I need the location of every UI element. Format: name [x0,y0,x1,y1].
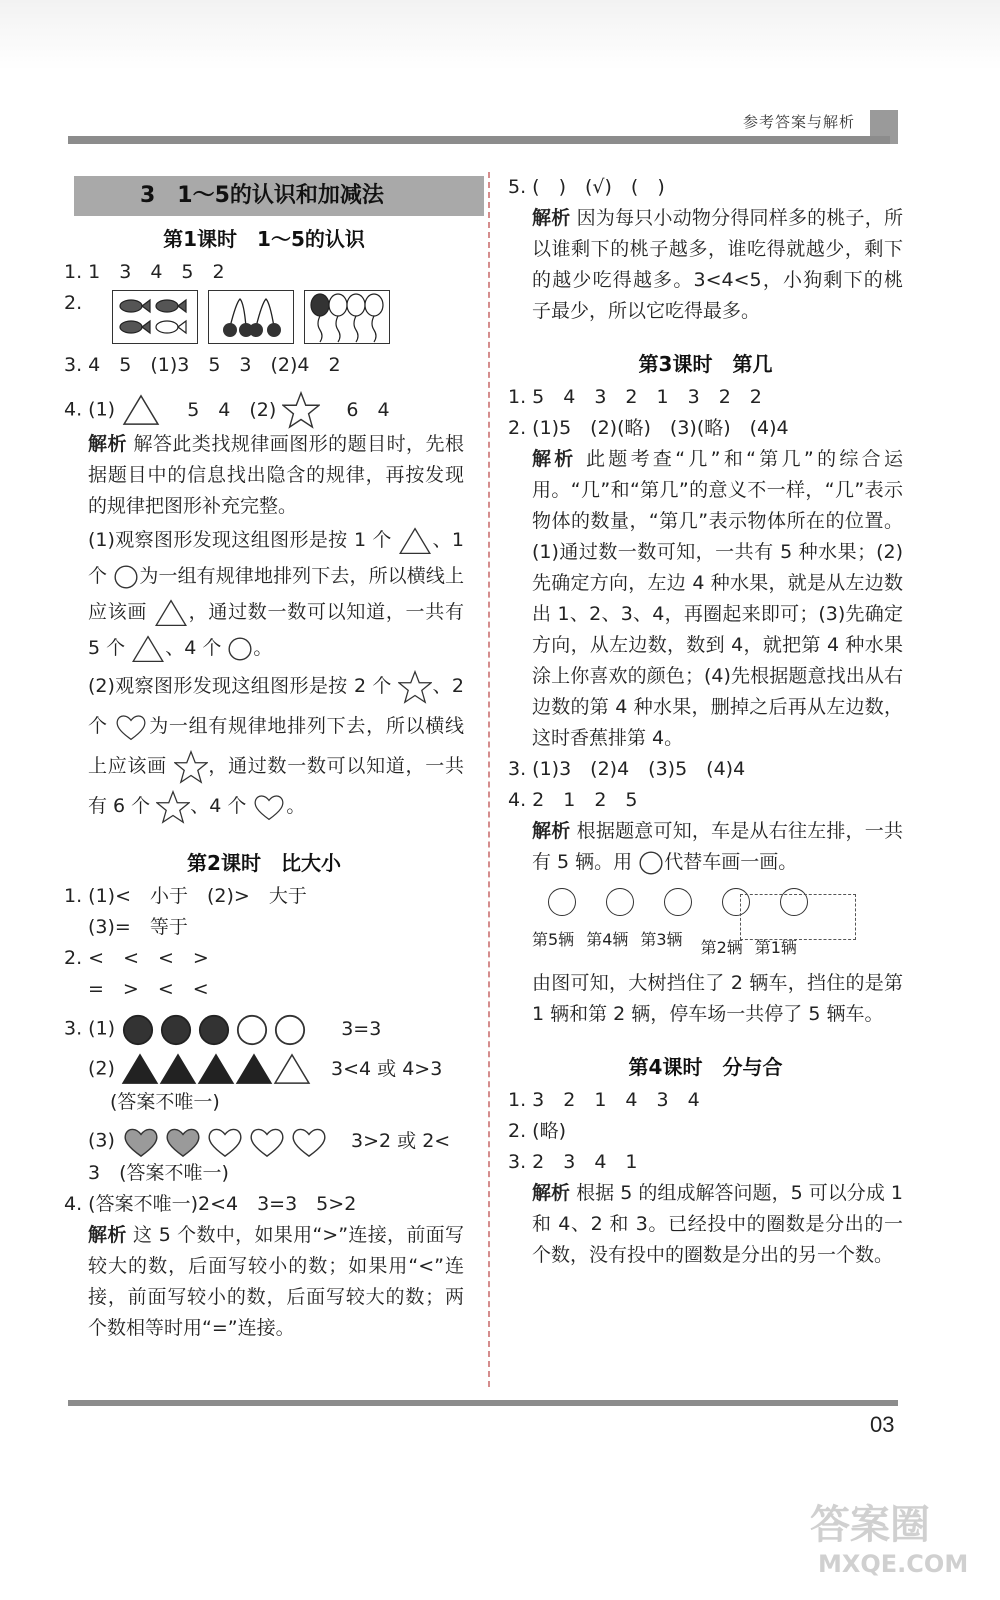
car-label: 第1辆 [754,938,797,957]
l1-q4 [64,391,464,429]
l2-q3-2-answer: 3<4 或 4>3 [331,1057,443,1080]
l2-q4-analysis-text: 这 5 个数中，如果用“>”连接，前面写较大的数，后面写较小的数；如果用“<”连接，前面写较小的数，后面写较大的数；两个数相等时用“=”连接。 [88,1224,464,1339]
l4-q1: 1. 3 2 1 4 3 4 [508,1089,700,1111]
page-number: 03 [870,1412,895,1437]
car-circle-icon [548,888,576,916]
l4-q3-analysis [508,1178,903,1271]
watermark-logo [800,1490,980,1580]
l2-q3-3b: 3 (答案不唯一) [88,1162,229,1184]
l3-q4-analysis [508,816,903,878]
l1-q4-part3: 6 4 [346,398,390,421]
fish-icon [115,293,195,341]
l2-q3-3 [64,1124,464,1158]
l3-q2-analysis-text: 此题考查“几”和“第几”的综合运用。“几”和“第几”的意义不一样，“几”表示物体的数量，“第几”表示物体所在的位置。(1)通过数一数可知，一共有 5 种水果；(2)先确定方向，左边 4 种水果，就是从左边数出 1、2、3、4，再圈起来即可；(3)先确定方向，从左边数，数到 4，就把第 4 种水果涂上你喜欢的颜色；(4)先根据题意找出从右边数的第 4 种水果，删掉之后再从左边数，这时香蕉排第 4。 [532,448,903,749]
l2-q2a: 2. < < < > [64,947,209,969]
analysis-text: 根据题意可知，车是从右往左排，一共有 5 辆。用 [532,820,903,873]
l3-q4-conclusion: 由图可知，大树挡住了 2 辆车，挡住的是第 1 辆和第 2 辆，停车场一共停了 5 辆车。 [532,972,903,1025]
l2-q3-2-label: (2) [88,1057,115,1080]
l1-q2-figures [112,290,390,344]
analysis-text: 、1 个 [88,529,464,587]
l3-q2-analysis [508,444,903,754]
tree-blocked-region [740,894,856,940]
l3-q4: 4. 2 1 2 5 [508,789,638,811]
cherry-picture-box [208,290,294,344]
page-top-shading [0,0,1000,70]
lesson2-title: 第2课时 比大小 [187,851,341,875]
l1-q4-analysis-text: 解答此类找规律画图形的题目时，先根据题目中的信息找出隐含的规律，再按发现的规律把图形补充完整。 [88,433,464,517]
triangle-icon [398,527,432,555]
l1-q3: 3. 4 5 (1)3 5 3 (2)4 2 [64,354,341,376]
l1-q4-analysis [64,429,464,522]
filled-circles-icon [121,1011,321,1047]
heart-icon [114,713,148,741]
lesson3-title: 第3课时 第几 [638,352,773,376]
circle-icon [638,850,664,876]
analysis-label: 解析 [532,820,571,842]
left-column [64,172,464,1344]
l4-q2: 2. (略) [508,1120,566,1142]
lesson1-title: 第1课时 1～5的认识 [163,227,365,251]
svg-text:MXQE.COM: MXQE.COM [818,1550,969,1578]
chapter-title: 3 1～5的认识和加减法 [74,176,484,216]
analysis-text: (2)观察图形发现这组图形是按 2 个 [88,675,392,697]
l3-q2: 2. (1)5 (2)(略) (3)(略) (4)4 [508,417,789,439]
l2-q3-1-label: 3. (1) [64,1017,116,1040]
car-label: 第2辆 [700,938,743,957]
l2-q3-note: (答案不唯一) [110,1091,220,1113]
column-divider [488,172,490,1387]
star-icon [398,670,432,704]
car-label: 第4辆 [586,930,629,949]
l2-q1b: (3)= 等于 [88,916,188,938]
triangle-icon [154,599,188,627]
l1-q2-label: 2. [64,292,83,314]
l1-q4-part1: 4. (1) [64,398,116,421]
footer-rule [68,1400,898,1406]
l3-q1: 1. 5 4 3 2 1 3 2 2 [508,386,762,408]
l1-q4-analysis-part1: (1)观察图形发现这组图形是按 1 个 、1 个 为一组有规律地排列下去，所以横线上应该画 ，通过数一数可以知道，一共有 5 个 、4 个 。 [64,522,464,666]
analysis-text: 代替车画一画。 [664,851,798,873]
l1-q2 [64,288,464,350]
fish-picture-box [112,290,198,344]
car-diagram [508,888,903,968]
car-circle-icon [606,888,634,916]
l2-q4: 4. (答案不唯一)2<4 3=3 5>2 [64,1193,357,1215]
l1-q1: 1. 1 3 4 5 2 [64,261,225,283]
l4-q3: 3. 2 3 4 1 [508,1151,638,1173]
heart-icon [252,793,286,821]
l2-q3-1-answer: 3=3 [341,1017,382,1040]
r-q5-analysis [508,203,903,327]
analysis-label: 解析 [88,433,127,455]
r-q5: 5. ( ) (√) ( ) [508,176,665,198]
car-label: 第3辆 [640,930,683,949]
l2-q4-analysis [64,1220,464,1344]
l2-q3-3-label: (3) [88,1129,115,1152]
analysis-text: ，通过数一数可以知道，一共有 6 个 [88,755,464,817]
analysis-label: 解析 [532,448,577,470]
triangle-icon [121,394,161,426]
analysis-text: 、4 个 [190,795,247,817]
star-icon [174,750,208,784]
l1-q4-analysis-part2: (2)观察图形发现这组图形是按 2 个 、2 个 为一组有规律地排列下去，所以横线上应该画 ，通过数一数可以知道，一共有 6 个 、4 个 。 [64,666,464,826]
hearts-icon [121,1124,331,1158]
analysis-text: (1)观察图形发现这组图形是按 1 个 [88,529,392,551]
balloon-picture-box [304,290,390,344]
l2-q3-3-answer: 3>2 或 2< [351,1129,451,1152]
l4-q3-analysis-text: 根据 5 的组成解答问题，5 可以分成 1 和 4、2 和 3。已经投中的圈数是分出的一个数，没有投中的圈数是分出的另一个数。 [532,1182,903,1266]
section-header-label: 参考答案与解析 [742,113,855,131]
l2-q3-1 [64,1011,464,1047]
analysis-text: 为一组有规律地排列下去，所以横线上应该画 [88,565,464,623]
circle-icon [113,564,139,590]
analysis-text: 、2 个 [88,675,464,737]
triangle-icon [131,635,165,663]
l1-q4-part2: 5 4 (2) [187,398,277,421]
lesson4-title: 第4课时 分与合 [628,1055,783,1079]
analysis-label: 解析 [532,207,571,229]
analysis-label: 解析 [532,1182,571,1204]
right-column [508,172,903,1271]
svg-text:答案圈: 答案圈 [810,1502,930,1548]
analysis-label: 解析 [88,1224,127,1246]
balloon-icon [307,291,387,343]
star-icon [282,391,320,429]
l2-q1a: 1. (1)< 小于 (2)> 大于 [64,885,307,907]
car-label: 第5辆 [532,930,575,949]
car-circle-icon [664,888,692,916]
header-rule [68,136,890,144]
r-q5-analysis-text: 因为每只小动物分得同样多的桃子，所以谁剩下的桃子越多，谁吃得就越少，剩下的越少吃得越多。3<4<5，小狗剩下的桃子最少，所以它吃得最多。 [532,207,903,322]
analysis-text: 、4 个 [165,637,222,659]
l2-q3-2 [64,1051,464,1087]
circle-icon [227,636,253,662]
cherry-icon [216,293,286,341]
star-icon [156,790,190,824]
analysis-text: 为一组有规律地排列下去，所以横线上应该画 [88,715,464,777]
filled-triangles-icon [121,1051,311,1087]
l2-q2b: = > < < [88,978,209,1000]
l3-q3: 3. (1)3 (2)4 (3)5 (4)4 [508,758,746,780]
analysis-text: ，通过数一数可以知道，一共有 5 个 [88,601,464,659]
